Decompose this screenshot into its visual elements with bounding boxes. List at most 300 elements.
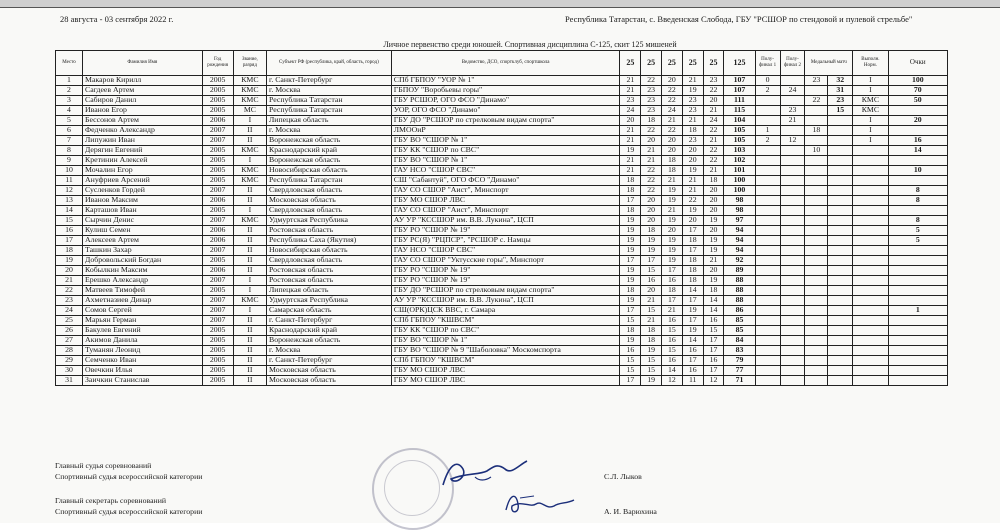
- cell-medal-match: [805, 176, 828, 186]
- cell-s5: 20: [703, 226, 724, 236]
- table-row: [56, 336, 948, 346]
- table-header-row: [56, 51, 948, 76]
- cell-s5: 17: [703, 366, 724, 376]
- cell-s3: 19: [662, 246, 683, 256]
- cell-norm: [853, 246, 888, 256]
- cell-norm: [853, 376, 888, 386]
- secretary-signature: [500, 486, 580, 520]
- cell-name: Иванов Егор: [83, 106, 203, 116]
- cell-semifinal-2: [780, 206, 805, 216]
- cell-name: Сабиров Данил: [83, 96, 203, 106]
- cell-name: Кретинин Алексей: [83, 156, 203, 166]
- cell-rank: II: [233, 186, 266, 196]
- cell-club: ГБУ ВО "СШОР № 1": [391, 156, 620, 166]
- cell-rank: I: [233, 276, 266, 286]
- cell-norm: [853, 336, 888, 346]
- cell-s4: 14: [682, 286, 703, 296]
- cell-region: Новосибирская область: [267, 246, 392, 256]
- cell-s5: 22: [703, 146, 724, 156]
- cell-s3: 20: [662, 146, 683, 156]
- cell-birth-year: 2005: [202, 166, 233, 176]
- cell-points: [888, 366, 947, 376]
- cell-s4: 20: [682, 156, 703, 166]
- cell-club: СПб ГБПОУ "КШВСМ": [391, 316, 620, 326]
- cell-medal-match: [805, 166, 828, 176]
- col-norm: Выполн. Норм.: [853, 51, 888, 76]
- cell-s1: 17: [620, 306, 641, 316]
- cell-total: 107: [724, 86, 755, 96]
- cell-semifinal-2: [780, 196, 805, 206]
- cell-semifinal-1: [755, 96, 780, 106]
- cell-total: 111: [724, 96, 755, 106]
- cell-semifinal-1: [755, 356, 780, 366]
- cell-club: ГБУ ВО "СШОР № 1": [391, 336, 620, 346]
- cell-place: 19: [56, 256, 83, 266]
- cell-s3: 17: [662, 266, 683, 276]
- table-row: [56, 356, 948, 366]
- cell-semifinal-2: [780, 216, 805, 226]
- cell-s2: 22: [641, 126, 662, 136]
- cell-place: 22: [56, 286, 83, 296]
- cell-total: 88: [724, 296, 755, 306]
- cell-norm: [853, 346, 888, 356]
- cell-rank: КМС: [233, 166, 266, 176]
- table-row: [56, 156, 948, 166]
- cell-birth-year: 2006: [202, 236, 233, 246]
- cell-medal-match: [805, 366, 828, 376]
- cell-norm: [853, 156, 888, 166]
- cell-club: ГБУ МО СШОР ЛВС: [391, 196, 620, 206]
- cell-s3: 22: [662, 86, 683, 96]
- col-region: Субъект РФ (республика, край, область, город): [267, 51, 392, 76]
- cell-semifinal-total: [828, 126, 853, 136]
- cell-club: ГАУ НСО "СШОР СВС": [391, 166, 620, 176]
- cell-name: Макаров Кирилл: [83, 76, 203, 86]
- cell-medal-match: [805, 236, 828, 246]
- cell-s1: 19: [620, 246, 641, 256]
- cell-total: 85: [724, 316, 755, 326]
- cell-s3: 20: [662, 226, 683, 236]
- cell-s5: 21: [703, 166, 724, 176]
- cell-place: 16: [56, 226, 83, 236]
- cell-name: Туманян Леонид: [83, 346, 203, 356]
- cell-semifinal-1: [755, 206, 780, 216]
- cell-birth-year: 2005: [202, 176, 233, 186]
- cell-points: 14: [888, 146, 947, 156]
- cell-s4: 18: [682, 266, 703, 276]
- cell-semifinal-total: [828, 286, 853, 296]
- cell-semifinal-1: [755, 106, 780, 116]
- cell-rank: КМС: [233, 76, 266, 86]
- cell-birth-year: 2005: [202, 156, 233, 166]
- table-row: [56, 126, 948, 136]
- cell-semifinal-total: [828, 136, 853, 146]
- cell-name: Ахметназиев Динар: [83, 296, 203, 306]
- cell-medal-match: [805, 316, 828, 326]
- cell-norm: I: [853, 76, 888, 86]
- cell-total: 98: [724, 206, 755, 216]
- cell-total: 102: [724, 156, 755, 166]
- table-row: [56, 226, 948, 236]
- cell-club: ГБУ ДО "РСШОР по стрелковым видам спорта": [391, 286, 620, 296]
- col-series-5: 25: [703, 51, 724, 76]
- cell-s5: 12: [703, 376, 724, 386]
- table-row: [56, 306, 948, 316]
- cell-semifinal-total: 31: [828, 86, 853, 96]
- table-row: [56, 86, 948, 96]
- cell-s2: 21: [641, 156, 662, 166]
- cell-s3: 21: [662, 206, 683, 216]
- table-row: [56, 136, 948, 146]
- cell-rank: II: [233, 126, 266, 136]
- cell-norm: [853, 186, 888, 196]
- cell-region: Воронежская область: [267, 336, 392, 346]
- cell-s4: 18: [682, 276, 703, 286]
- table-row: [56, 286, 948, 296]
- cell-club: ГБУ ВО "СШОР № 1": [391, 136, 620, 146]
- cell-s4: 17: [682, 296, 703, 306]
- cell-points: [888, 376, 947, 386]
- cell-points: [888, 356, 947, 366]
- cell-s1: 19: [620, 226, 641, 236]
- table-row: [56, 326, 948, 336]
- cell-name: Алексеев Артем: [83, 236, 203, 246]
- cell-s5: 14: [703, 306, 724, 316]
- cell-s1: 24: [620, 106, 641, 116]
- cell-club: АУ УР "КССШОР им. В.В. Лукина", ЦСП: [391, 216, 620, 226]
- table-row: [56, 256, 948, 266]
- cell-norm: [853, 356, 888, 366]
- cell-club: УОР, ОГО ФСО "Динамо": [391, 106, 620, 116]
- cell-norm: [853, 366, 888, 376]
- cell-place: 14: [56, 206, 83, 216]
- cell-medal-match: 23: [805, 76, 828, 86]
- cell-semifinal-total: 23: [828, 96, 853, 106]
- cell-s5: 22: [703, 156, 724, 166]
- cell-medal-match: [805, 376, 828, 386]
- cell-s2: 20: [641, 286, 662, 296]
- cell-semifinal-total: [828, 166, 853, 176]
- cell-medal-match: [805, 276, 828, 286]
- cell-norm: [853, 166, 888, 176]
- cell-points: 70: [888, 86, 947, 96]
- cell-s1: 18: [620, 326, 641, 336]
- cell-points: 100: [888, 76, 947, 86]
- cell-s1: 19: [620, 336, 641, 346]
- cell-s3: 21: [662, 306, 683, 316]
- cell-rank: КМС: [233, 146, 266, 156]
- cell-name: Семченко Иван: [83, 356, 203, 366]
- cell-points: [888, 336, 947, 346]
- cell-s4: 19: [682, 206, 703, 216]
- cell-rank: КМС: [233, 96, 266, 106]
- cell-semifinal-1: [755, 226, 780, 236]
- cell-total: 79: [724, 356, 755, 366]
- cell-semifinal-1: [755, 186, 780, 196]
- cell-name: Федченко Александр: [83, 126, 203, 136]
- cell-semifinal-total: [828, 336, 853, 346]
- cell-points: [888, 126, 947, 136]
- cell-semifinal-1: [755, 256, 780, 266]
- cell-semifinal-2: [780, 176, 805, 186]
- cell-name: Ташкин Захар: [83, 246, 203, 256]
- cell-s4: 20: [682, 146, 703, 156]
- table-row: [56, 346, 948, 356]
- cell-s1: 19: [620, 276, 641, 286]
- cell-s3: 19: [662, 196, 683, 206]
- cell-semifinal-total: [828, 236, 853, 246]
- cell-semifinal-total: [828, 316, 853, 326]
- cell-points: 1: [888, 306, 947, 316]
- cell-place: 6: [56, 126, 83, 136]
- cell-place: 26: [56, 326, 83, 336]
- cell-name: Липужин Иван: [83, 136, 203, 146]
- cell-norm: I: [853, 116, 888, 126]
- cell-s5: 20: [703, 266, 724, 276]
- cell-rank: КМС: [233, 216, 266, 226]
- cell-s2: 19: [641, 346, 662, 356]
- cell-s5: 20: [703, 196, 724, 206]
- cell-semifinal-1: 0: [755, 76, 780, 86]
- cell-semifinal-total: [828, 376, 853, 386]
- cell-birth-year: 2007: [202, 126, 233, 136]
- cell-name: Акимов Данила: [83, 336, 203, 346]
- cell-club: ГАУ СО СШОР "Аист", Минспорт: [391, 206, 620, 216]
- cell-club: СШ "Сабантуй", ОГО ФСО "Динамо": [391, 176, 620, 186]
- cell-s1: 21: [620, 156, 641, 166]
- cell-rank: КМС: [233, 176, 266, 186]
- cell-s4: 18: [682, 126, 703, 136]
- cell-semifinal-total: [828, 206, 853, 216]
- cell-s3: 16: [662, 356, 683, 366]
- table-row: [56, 366, 948, 376]
- cell-s1: 21: [620, 166, 641, 176]
- cell-points: 16: [888, 136, 947, 146]
- cell-semifinal-1: [755, 306, 780, 316]
- cell-points: [888, 256, 947, 266]
- cell-club: СШ(ОРК)ЦСК ВВС, г. Самара: [391, 306, 620, 316]
- cell-club: СПб ГБПОУ "КШВСМ": [391, 356, 620, 366]
- cell-rank: II: [233, 356, 266, 366]
- cell-place: 23: [56, 296, 83, 306]
- cell-birth-year: 2005: [202, 76, 233, 86]
- cell-norm: КМС: [853, 106, 888, 116]
- cell-place: 12: [56, 186, 83, 196]
- cell-semifinal-2: [780, 156, 805, 166]
- cell-s3: 15: [662, 326, 683, 336]
- cell-s3: 16: [662, 316, 683, 326]
- cell-s1: 19: [620, 146, 641, 156]
- cell-semifinal-total: [828, 196, 853, 206]
- cell-norm: [853, 266, 888, 276]
- cell-s2: 20: [641, 136, 662, 146]
- table-row: [56, 186, 948, 196]
- cell-semifinal-total: [828, 256, 853, 266]
- cell-s5: 18: [703, 176, 724, 186]
- cell-s3: 22: [662, 126, 683, 136]
- cell-medal-match: [805, 186, 828, 196]
- cell-semifinal-total: [828, 326, 853, 336]
- cell-birth-year: 2006: [202, 116, 233, 126]
- cell-semifinal-1: [755, 376, 780, 386]
- table-row: [56, 236, 948, 246]
- cell-medal-match: [805, 156, 828, 166]
- col-name: Фамилия Имя: [83, 51, 203, 76]
- cell-semifinal-2: [780, 246, 805, 256]
- cell-club: ГБУ РО "СШОР № 19": [391, 266, 620, 276]
- cell-s1: 18: [620, 186, 641, 196]
- cell-s2: 18: [641, 326, 662, 336]
- cell-total: 101: [724, 166, 755, 176]
- cell-norm: КМС: [853, 96, 888, 106]
- cell-place: 21: [56, 276, 83, 286]
- cell-s1: 17: [620, 376, 641, 386]
- cell-s5: 24: [703, 116, 724, 126]
- cell-total: 94: [724, 246, 755, 256]
- cell-name: Сырчин Денис: [83, 216, 203, 226]
- cell-name: Кобылкин Максим: [83, 266, 203, 276]
- cell-semifinal-1: [755, 276, 780, 286]
- col-rank: Звание, разряд: [233, 51, 266, 76]
- cell-semifinal-total: [828, 366, 853, 376]
- cell-points: [888, 276, 947, 286]
- table-row: [56, 76, 948, 86]
- cell-s2: 15: [641, 356, 662, 366]
- cell-semifinal-total: [828, 216, 853, 226]
- cell-club: ГБУ РО "СШОР № 19": [391, 276, 620, 286]
- cell-points: 10: [888, 166, 947, 176]
- cell-semifinal-1: [755, 166, 780, 176]
- cell-place: 1: [56, 76, 83, 86]
- cell-s3: 15: [662, 346, 683, 356]
- cell-semifinal-1: [755, 316, 780, 326]
- cell-s3: 21: [662, 176, 683, 186]
- cell-s1: 19: [620, 266, 641, 276]
- cell-place: 7: [56, 136, 83, 146]
- cell-points: [888, 106, 947, 116]
- cell-s4: 18: [682, 256, 703, 266]
- cell-place: 18: [56, 246, 83, 256]
- cell-birth-year: 2005: [202, 356, 233, 366]
- cell-s5: 22: [703, 86, 724, 96]
- cell-semifinal-2: [780, 166, 805, 176]
- cell-s1: 21: [620, 86, 641, 96]
- cell-semifinal-total: [828, 306, 853, 316]
- cell-rank: II: [233, 326, 266, 336]
- cell-s3: 21: [662, 116, 683, 126]
- cell-semifinal-2: 24: [780, 86, 805, 96]
- cell-region: Липецкая область: [267, 286, 392, 296]
- cell-rank: КМС: [233, 86, 266, 96]
- cell-semifinal-1: [755, 346, 780, 356]
- chief-secretary-title: Главный секретарь соревнований: [55, 496, 167, 505]
- table-row: [56, 166, 948, 176]
- cell-s5: 20: [703, 96, 724, 106]
- cell-birth-year: 2006: [202, 196, 233, 206]
- cell-semifinal-2: [780, 256, 805, 266]
- cell-s4: 19: [682, 306, 703, 316]
- cell-rank: II: [233, 256, 266, 266]
- cell-region: Удмуртская Республика: [267, 296, 392, 306]
- cell-medal-match: [805, 296, 828, 306]
- cell-club: ГБУ МО СШОР ЛВС: [391, 376, 620, 386]
- col-points: Очки: [888, 51, 947, 76]
- cell-norm: [853, 236, 888, 246]
- col-series-2: 25: [641, 51, 662, 76]
- table-row: [56, 176, 948, 186]
- cell-s4: 16: [682, 366, 703, 376]
- table-row: [56, 296, 948, 306]
- cell-region: Краснодарский край: [267, 146, 392, 156]
- cell-birth-year: 2005: [202, 96, 233, 106]
- cell-points: [888, 296, 947, 306]
- top-strip: [0, 0, 1000, 7]
- cell-place: 2: [56, 86, 83, 96]
- cell-region: Московская область: [267, 366, 392, 376]
- cell-place: 8: [56, 146, 83, 156]
- cell-s5: 17: [703, 346, 724, 356]
- cell-rank: I: [233, 116, 266, 126]
- cell-semifinal-2: 23: [780, 106, 805, 116]
- cell-region: Свердловская область: [267, 256, 392, 266]
- cell-medal-match: [805, 246, 828, 256]
- cell-s3: 19: [662, 216, 683, 226]
- cell-club: ГБУ РО "СШОР № 19": [391, 226, 620, 236]
- cell-s2: 23: [641, 86, 662, 96]
- cell-s1: 19: [620, 216, 641, 226]
- col-total: 125: [724, 51, 755, 76]
- cell-semifinal-2: [780, 326, 805, 336]
- cell-total: 92: [724, 256, 755, 266]
- cell-place: 4: [56, 106, 83, 116]
- cell-rank: I: [233, 206, 266, 216]
- cell-rank: II: [233, 196, 266, 206]
- cell-s5: 21: [703, 136, 724, 146]
- cell-s3: 20: [662, 136, 683, 146]
- cell-birth-year: 2005: [202, 86, 233, 96]
- cell-rank: II: [233, 316, 266, 326]
- cell-place: 28: [56, 346, 83, 356]
- cell-semifinal-1: [755, 296, 780, 306]
- cell-norm: [853, 176, 888, 186]
- cell-s3: 18: [662, 166, 683, 176]
- cell-rank: I: [233, 306, 266, 316]
- competition-venue: Республика Татарстан, с. Введенская Слобода, ГБУ "РСШОР по стендовой и пулевой стрельбе": [565, 14, 913, 24]
- cell-s3: 17: [662, 296, 683, 306]
- cell-semifinal-total: [828, 116, 853, 126]
- cell-medal-match: [805, 336, 828, 346]
- cell-medal-match: [805, 216, 828, 226]
- cell-s2: 21: [641, 296, 662, 306]
- cell-medal-match: 22: [805, 96, 828, 106]
- cell-name: Кулиш Семен: [83, 226, 203, 236]
- cell-region: Московская область: [267, 376, 392, 386]
- cell-s2: 18: [641, 226, 662, 236]
- cell-birth-year: 2005: [202, 286, 233, 296]
- cell-points: [888, 206, 947, 216]
- cell-semifinal-1: 2: [755, 86, 780, 96]
- cell-s4: 21: [682, 186, 703, 196]
- cell-norm: [853, 196, 888, 206]
- cell-s3: 19: [662, 186, 683, 196]
- col-series-3: 25: [662, 51, 683, 76]
- cell-rank: II: [233, 336, 266, 346]
- cell-club: ГБУ РСШОР, ОГО ФСО "Динамо": [391, 96, 620, 106]
- cell-semifinal-1: [755, 156, 780, 166]
- cell-s5: 19: [703, 246, 724, 256]
- cell-semifinal-2: [780, 96, 805, 106]
- cell-region: Московская область: [267, 196, 392, 206]
